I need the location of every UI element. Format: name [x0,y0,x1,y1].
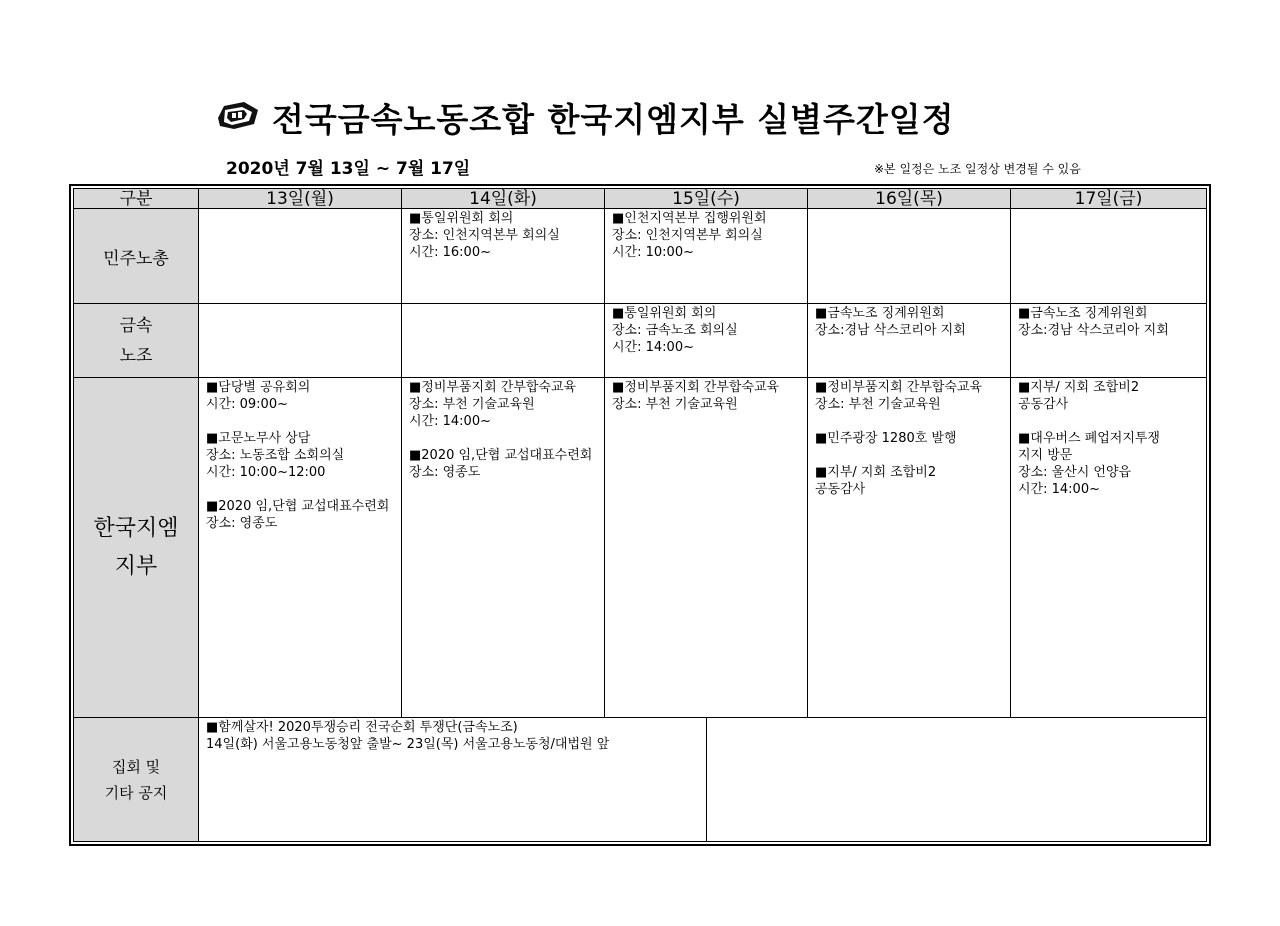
row-label-kctu: 민주노총 [73,208,199,304]
cell-kmwu-thu [807,303,1011,378]
page-title: 전국금속노동조합 한국지엠지부 실별주간일정 [272,100,955,139]
cell-gmkorea-thu [807,377,1011,718]
header-category: 구분 [73,188,199,209]
schedule-entry: ■고문노무사 상담 장소: 노동조합 소회의실 시간: 10:00~12:00 [206,431,345,480]
cell-kctu-thu [807,208,1011,304]
cell-kctu-wed [604,208,808,304]
header-day-thu: 16일(목) [807,188,1011,209]
cell-gmkorea-tue [401,377,605,718]
cell-kctu-tue [401,208,605,304]
header-day-fri: 17일(금) [1010,188,1207,209]
cell-kctu-mon [198,208,402,304]
schedule-entry: ■정비부품지회 간부합숙교육 장소: 부천 기술교육원 [612,380,780,412]
row-label-gmkorea: 한국지엠 지부 [73,377,199,718]
schedule-entry: ■통일위원회 회의 장소: 금속노조 회의실 시간: 14:00~ [612,306,738,355]
cell-kctu-fri [1010,208,1207,304]
schedule-entry: ■지부/ 지회 조합비2 공동감사 [815,465,937,497]
schedule-entry: ■2020 임,단협 교섭대표수련회 장소: 영종도 [206,499,390,531]
header-day-mon: 13일(월) [198,188,402,209]
header-day-wed: 15일(수) [604,188,808,209]
cell-gmkorea-fri [1010,377,1207,718]
notice-entry: ■함께살자! 2020투쟁승리 전국순회 투쟁단(금속노조) 14일(화) 서울고용노동청앞 출발~ 23일(목) 서울고용노동청/대법원 앞 [206,720,610,752]
schedule-entry: ■담당별 공유회의 시간: 09:00~ [206,380,311,412]
schedule-entry: ■정비부품지회 간부합숙교육 장소: 부천 기술교육원 [815,380,983,412]
cell-kmwu-mon [198,303,402,378]
schedule-entry: ■민주광장 1280호 발행 [815,431,957,446]
schedule-entry: ■대우버스 폐업저지투쟁 지지 방문 장소: 울산시 언양읍 시간: 14:00~ [1018,431,1160,497]
union-logo [214,98,260,132]
cell-notices-right [706,717,1207,842]
schedule-entry: ■금속노조 징계위원회 장소:경남 삭스코리아 지회 [815,306,966,338]
cell-gmkorea-wed [604,377,808,718]
schedule-entry: ■통일위원회 회의 장소: 인천지역본부 회의실 시간: 16:00~ [409,211,560,260]
schedule-entry: ■금속노조 징계위원회 장소:경남 삭스코리아 지회 [1018,306,1169,338]
cell-kmwu-fri [1010,303,1207,378]
cell-kmwu-wed [604,303,808,378]
date-range: 2020년 7월 13일 ~ 7월 17일 [226,159,471,179]
row-label-kmwu: 금속 노조 [73,303,199,378]
schedule-entry: ■지부/ 지회 조합비2 공동감사 [1018,380,1140,412]
cell-gmkorea-mon [198,377,402,718]
change-notice: ※본 일정은 노조 일정상 변경될 수 있음 [874,162,1081,176]
row-label-notices: 집회 및 기타 공지 [73,717,199,842]
cell-kmwu-tue [401,303,605,378]
schedule-entry: ■인천지역본부 집행위원회 장소: 인천지역본부 회의실 시간: 10:00~ [612,211,767,260]
header-day-tue: 14일(화) [401,188,605,209]
schedule-entry: ■정비부품지회 간부합숙교육 장소: 부천 기술교육원 시간: 14:00~ [409,380,577,429]
schedule-entry: ■2020 임,단협 교섭대표수련회 장소: 영종도 [409,448,593,480]
cell-notices-left [198,717,707,842]
